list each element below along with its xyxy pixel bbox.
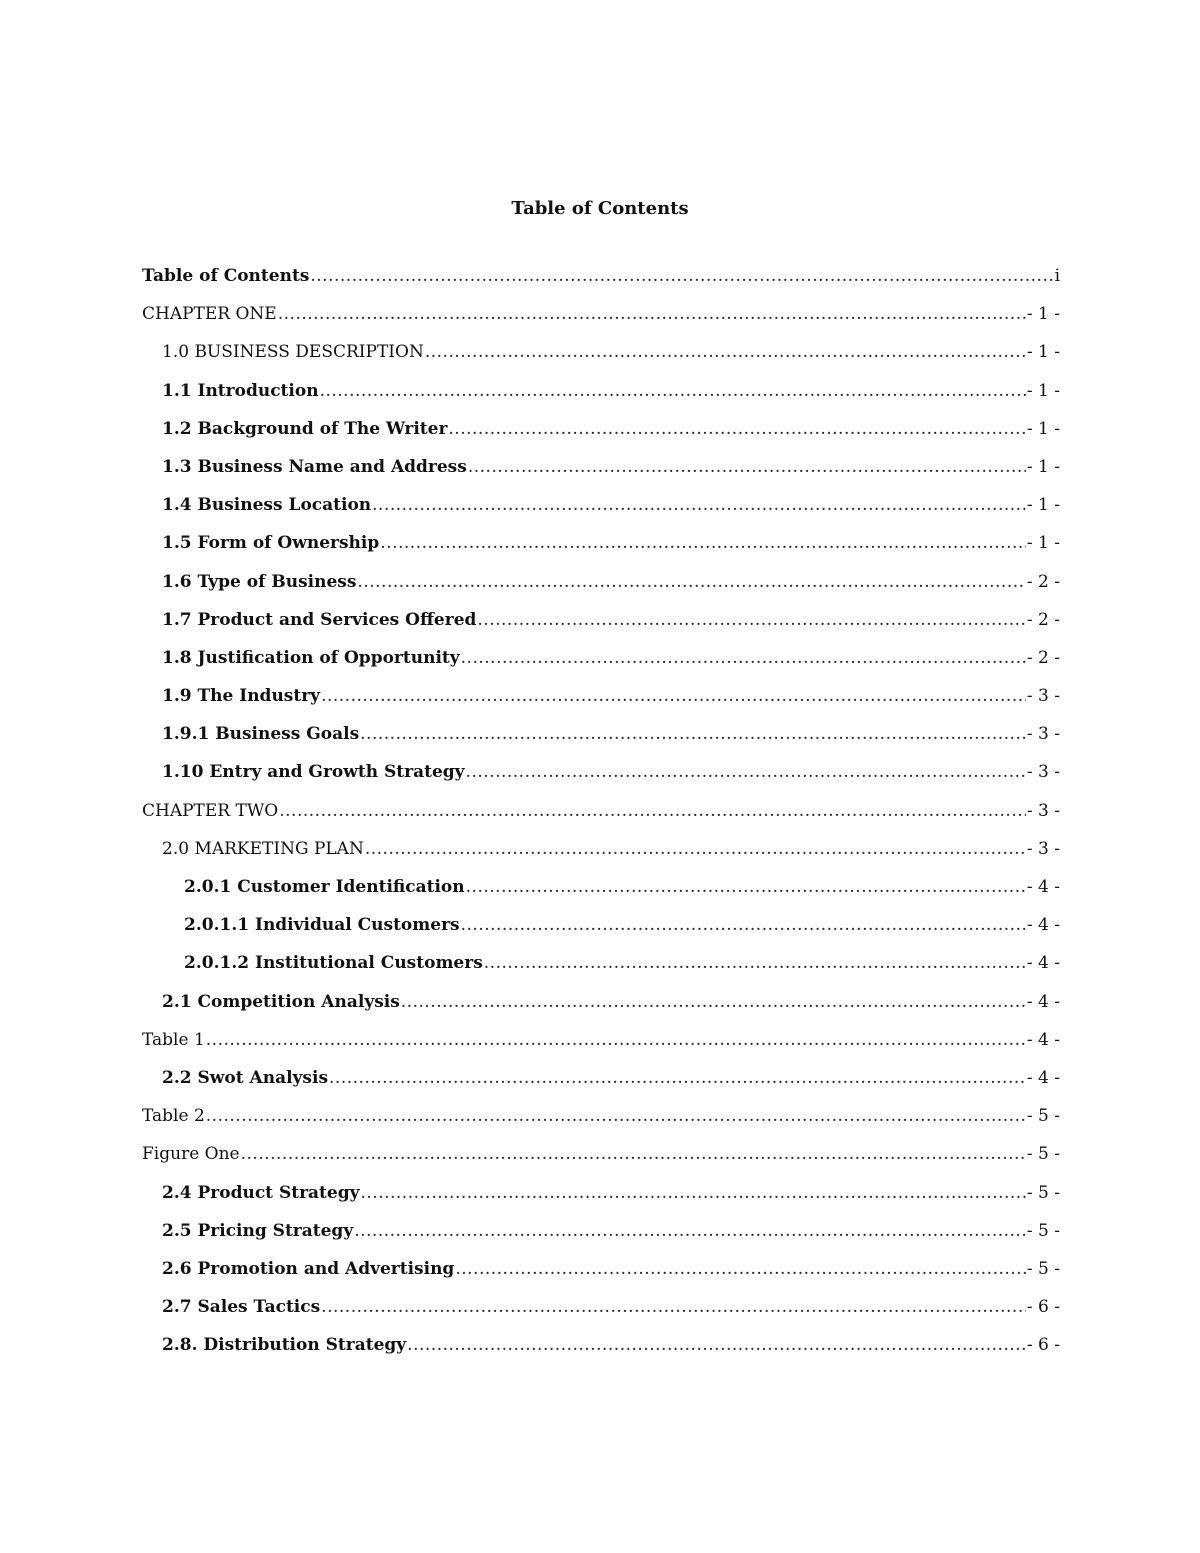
toc-entry-label: 1.9.1 Business Goals bbox=[162, 724, 360, 745]
toc-entry-page-number: - 5 - bbox=[1026, 1144, 1060, 1165]
toc-entry-label: 2.7 Sales Tactics bbox=[162, 1297, 321, 1318]
toc-entry-label: 2.0.1.1 Individual Customers bbox=[184, 915, 460, 936]
toc-entry-page-number: - 6 - bbox=[1026, 1297, 1060, 1318]
toc-entry[interactable] bbox=[142, 1027, 1060, 1065]
toc-dot-leader bbox=[407, 1332, 1026, 1358]
toc-entry-label: Table 2 bbox=[142, 1106, 205, 1127]
toc-dot-leader bbox=[468, 454, 1026, 480]
toc-entry-label: 2.4 Product Strategy bbox=[162, 1182, 360, 1203]
toc-entry[interactable] bbox=[142, 301, 1060, 339]
toc-dot-leader bbox=[380, 530, 1026, 556]
toc-entry-page-number: - 5 - bbox=[1026, 1106, 1060, 1127]
toc-entry[interactable] bbox=[142, 492, 1060, 530]
toc-entry[interactable] bbox=[142, 569, 1060, 607]
toc-entry-label: 2.0.1.2 Institutional Customers bbox=[184, 953, 483, 974]
toc-entry[interactable] bbox=[142, 989, 1060, 1027]
toc-entry[interactable] bbox=[142, 607, 1060, 645]
toc-dot-leader bbox=[455, 1256, 1026, 1282]
toc-entry-label: 1.1 Introduction bbox=[162, 380, 319, 401]
toc-entry[interactable] bbox=[142, 721, 1060, 759]
toc-entry-label: 2.2 Swot Analysis bbox=[162, 1067, 329, 1088]
toc-dot-leader bbox=[466, 874, 1026, 900]
toc-entry-label: 1.10 Entry and Growth Strategy bbox=[162, 762, 465, 783]
toc-dot-leader bbox=[466, 759, 1026, 785]
toc-entry-label: 1.9 The Industry bbox=[162, 686, 321, 707]
toc-entry-page-number: - 1 - bbox=[1026, 456, 1060, 477]
toc-entry-page-number: - 1 - bbox=[1026, 533, 1060, 554]
toc-entry[interactable] bbox=[142, 416, 1060, 454]
toc-dot-leader bbox=[206, 1027, 1026, 1053]
toc-entry-page-number: - 3 - bbox=[1026, 762, 1060, 783]
toc-entry-label: 1.2 Background of The Writer bbox=[162, 418, 448, 439]
toc-entry[interactable] bbox=[142, 912, 1060, 950]
toc-entry-label: 2.6 Promotion and Advertising bbox=[162, 1258, 455, 1279]
toc-entry[interactable] bbox=[142, 645, 1060, 683]
toc-entry-page-number: i bbox=[1054, 266, 1060, 286]
toc-entry-page-number: - 5 - bbox=[1026, 1182, 1060, 1203]
toc-entry-label: 1.4 Business Location bbox=[162, 495, 372, 516]
toc-entry-page-number: - 4 - bbox=[1026, 1067, 1060, 1088]
toc-entry[interactable] bbox=[142, 1256, 1060, 1294]
page-title: Table of Contents bbox=[511, 198, 689, 219]
toc-entry-page-number: - 4 - bbox=[1026, 1029, 1060, 1050]
toc-entry-page-number: - 1 - bbox=[1026, 380, 1060, 401]
toc-entry-label: 1.7 Product and Services Offered bbox=[162, 609, 477, 630]
toc-entry-label: 2.0.1 Customer Identification bbox=[184, 877, 465, 897]
toc-entry-label: 2.8. Distribution Strategy bbox=[162, 1335, 407, 1356]
toc-entry-label: 1.6 Type of Business bbox=[162, 571, 357, 592]
toc-entry-label: 1.5 Form of Ownership bbox=[162, 533, 380, 554]
toc-dot-leader bbox=[329, 1065, 1026, 1091]
toc-entry-page-number: - 5 - bbox=[1026, 1220, 1060, 1241]
toc-entry[interactable] bbox=[142, 530, 1060, 568]
toc-dot-leader bbox=[461, 912, 1026, 938]
toc-entry-label: 2.5 Pricing Strategy bbox=[162, 1220, 354, 1241]
toc-dot-leader bbox=[321, 1294, 1026, 1320]
toc-entry-page-number: - 1 - bbox=[1026, 495, 1060, 516]
toc-entry-label: 2.1 Competition Analysis bbox=[162, 991, 400, 1012]
toc-entry-label: Table 1 bbox=[142, 1029, 205, 1050]
toc-entry-label: 1.3 Business Name and Address bbox=[162, 456, 467, 477]
toc-dot-leader bbox=[372, 492, 1026, 518]
toc-entry[interactable] bbox=[142, 1103, 1060, 1141]
toc-entry-page-number: - 2 - bbox=[1026, 647, 1060, 668]
toc-entry-label: 1.8 Justification of Opportunity bbox=[162, 647, 460, 668]
toc-entry[interactable] bbox=[142, 950, 1060, 988]
table-of-contents bbox=[142, 263, 1060, 1370]
toc-entry-page-number: - 1 - bbox=[1026, 304, 1060, 325]
toc-dot-leader bbox=[448, 416, 1025, 442]
toc-dot-leader bbox=[278, 301, 1026, 327]
toc-entry[interactable] bbox=[142, 836, 1060, 874]
toc-entry-page-number: - 2 - bbox=[1026, 571, 1060, 592]
toc-entry[interactable] bbox=[142, 378, 1060, 416]
toc-entry[interactable] bbox=[142, 759, 1060, 797]
toc-entry-label: CHAPTER TWO bbox=[142, 800, 279, 821]
toc-entry-page-number: - 2 - bbox=[1026, 609, 1060, 630]
toc-dot-leader bbox=[320, 378, 1026, 404]
toc-dot-leader bbox=[360, 1180, 1025, 1206]
toc-entry-page-number: - 1 - bbox=[1026, 342, 1060, 363]
toc-entry[interactable] bbox=[142, 798, 1060, 836]
toc-entry-page-number: - 5 - bbox=[1026, 1258, 1060, 1279]
toc-dot-leader bbox=[310, 263, 1053, 289]
toc-entry[interactable] bbox=[142, 1065, 1060, 1103]
toc-entry-page-number: - 4 - bbox=[1026, 991, 1060, 1012]
toc-entry-page-number: - 3 - bbox=[1026, 800, 1060, 821]
toc-entry[interactable] bbox=[142, 683, 1060, 721]
toc-entry[interactable] bbox=[142, 1218, 1060, 1256]
toc-dot-leader bbox=[357, 569, 1025, 595]
toc-dot-leader bbox=[279, 798, 1026, 824]
toc-entry-page-number: - 3 - bbox=[1026, 686, 1060, 707]
toc-entry-label: 1.0 BUSINESS DESCRIPTION bbox=[162, 342, 424, 363]
toc-entry[interactable] bbox=[142, 1180, 1060, 1218]
toc-entry-page-number: - 4 - bbox=[1026, 877, 1060, 897]
toc-dot-leader bbox=[425, 339, 1026, 365]
toc-entry[interactable] bbox=[142, 454, 1060, 492]
toc-entry-page-number: - 3 - bbox=[1026, 838, 1060, 859]
toc-entry-page-number: - 4 - bbox=[1026, 915, 1060, 936]
toc-entry-page-number: - 6 - bbox=[1026, 1335, 1060, 1356]
toc-entry-label: Figure One bbox=[142, 1144, 240, 1165]
toc-dot-leader bbox=[477, 607, 1025, 633]
toc-dot-leader bbox=[401, 989, 1026, 1015]
toc-dot-leader bbox=[461, 645, 1026, 671]
toc-dot-leader bbox=[365, 836, 1026, 862]
toc-entry[interactable] bbox=[142, 339, 1060, 377]
toc-entry[interactable] bbox=[142, 1332, 1060, 1370]
toc-entry[interactable] bbox=[142, 1294, 1060, 1332]
toc-entry[interactable] bbox=[142, 874, 1060, 912]
toc-dot-leader bbox=[484, 950, 1026, 976]
toc-entry-page-number: - 4 - bbox=[1026, 953, 1060, 974]
toc-dot-leader bbox=[241, 1141, 1026, 1167]
toc-dot-leader bbox=[360, 721, 1026, 747]
toc-entry-label: CHAPTER ONE bbox=[142, 304, 277, 325]
toc-entry-label: 2.0 MARKETING PLAN bbox=[162, 838, 364, 859]
toc-entry-page-number: - 3 - bbox=[1026, 724, 1060, 745]
toc-dot-leader bbox=[354, 1218, 1026, 1244]
toc-entry[interactable] bbox=[142, 263, 1060, 301]
toc-dot-leader bbox=[206, 1103, 1026, 1129]
toc-entry[interactable] bbox=[142, 1141, 1060, 1179]
toc-entry-page-number: - 1 - bbox=[1026, 418, 1060, 439]
toc-dot-leader bbox=[321, 683, 1026, 709]
toc-entry-label: Table of Contents bbox=[142, 266, 310, 286]
